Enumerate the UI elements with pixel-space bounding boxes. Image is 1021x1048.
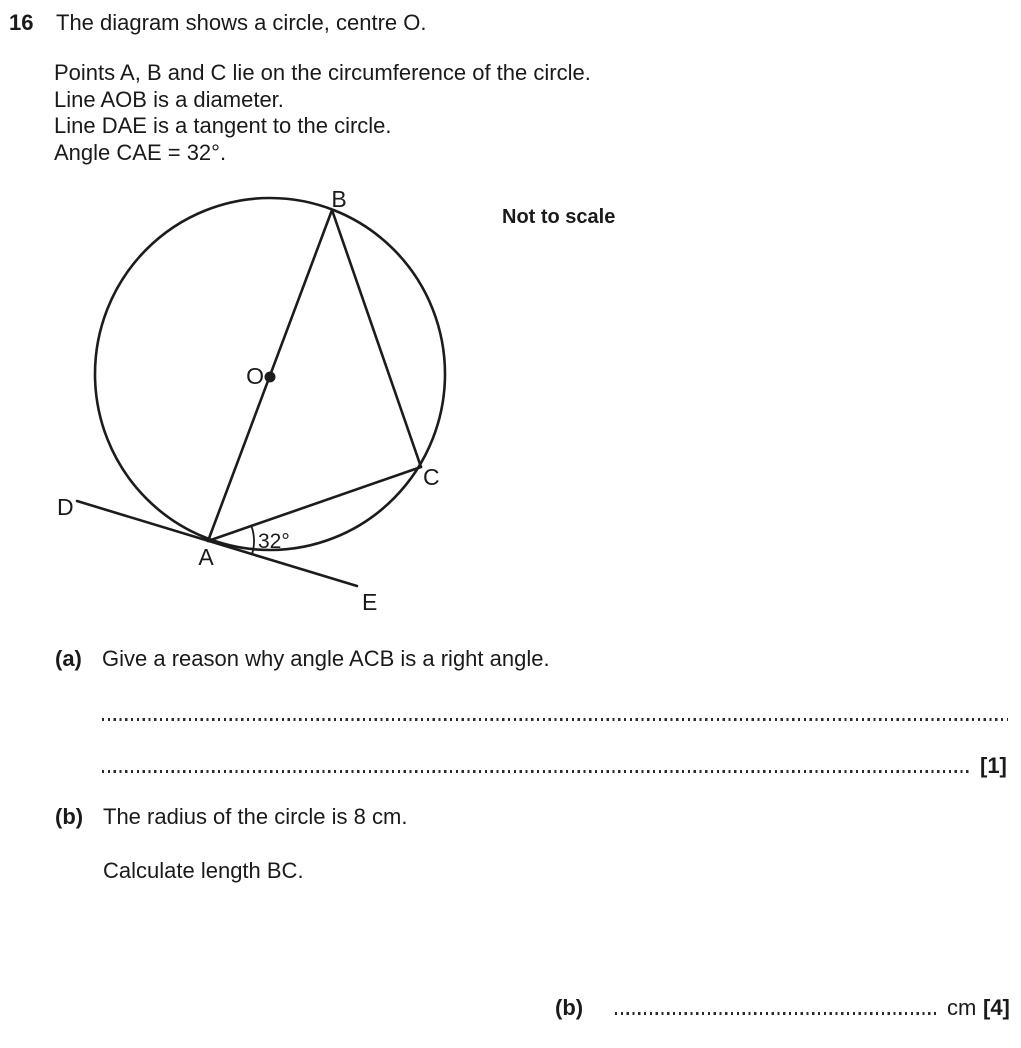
question-intro: The diagram shows a circle, centre O.: [56, 10, 427, 35]
part-b-label: (b): [55, 804, 84, 829]
point-label-c: C: [423, 464, 440, 490]
part-b-instruction: Calculate length BC.: [103, 858, 304, 883]
answer-b-unit: cm: [947, 995, 977, 1020]
point-label-b: B: [331, 186, 347, 212]
point-label-o: O: [246, 363, 264, 389]
question-statements: [54, 60, 591, 166]
statement-line-3: Line DAE is a tangent to the circle.: [54, 113, 392, 138]
point-label-a: A: [198, 544, 214, 570]
part-b-prompt: The radius of the circle is 8 cm.: [103, 804, 408, 829]
statement-line-4: Angle CAE = 32°.: [54, 139, 227, 165]
part-b-marks: [4]: [983, 995, 1010, 1020]
point-label-e: E: [362, 589, 378, 615]
point-label-d: D: [57, 494, 74, 520]
part-a-label: (a): [55, 646, 82, 671]
statement-line-2: Line AOB is a diameter.: [54, 86, 284, 112]
part-a-prompt: Give a reason why angle ACB is a right angle.: [102, 646, 550, 671]
part-a-marks: [1]: [980, 753, 1007, 778]
circle-diagram: [30, 185, 470, 630]
answer-line-a2: [102, 770, 972, 773]
answer-line-a1: [102, 718, 1008, 721]
chord-line-bc: [332, 210, 421, 467]
centre-dot: [265, 372, 276, 383]
answer-b-label: (b): [555, 995, 584, 1020]
statement-line-1: Points A, B and C lie on the circumference of the circle.: [54, 60, 591, 85]
question-number: 16: [9, 10, 34, 35]
answer-line-b: [615, 1012, 940, 1015]
not-to-scale-note: Not to scale: [502, 206, 616, 228]
angle-value-label: 32°: [258, 530, 290, 553]
